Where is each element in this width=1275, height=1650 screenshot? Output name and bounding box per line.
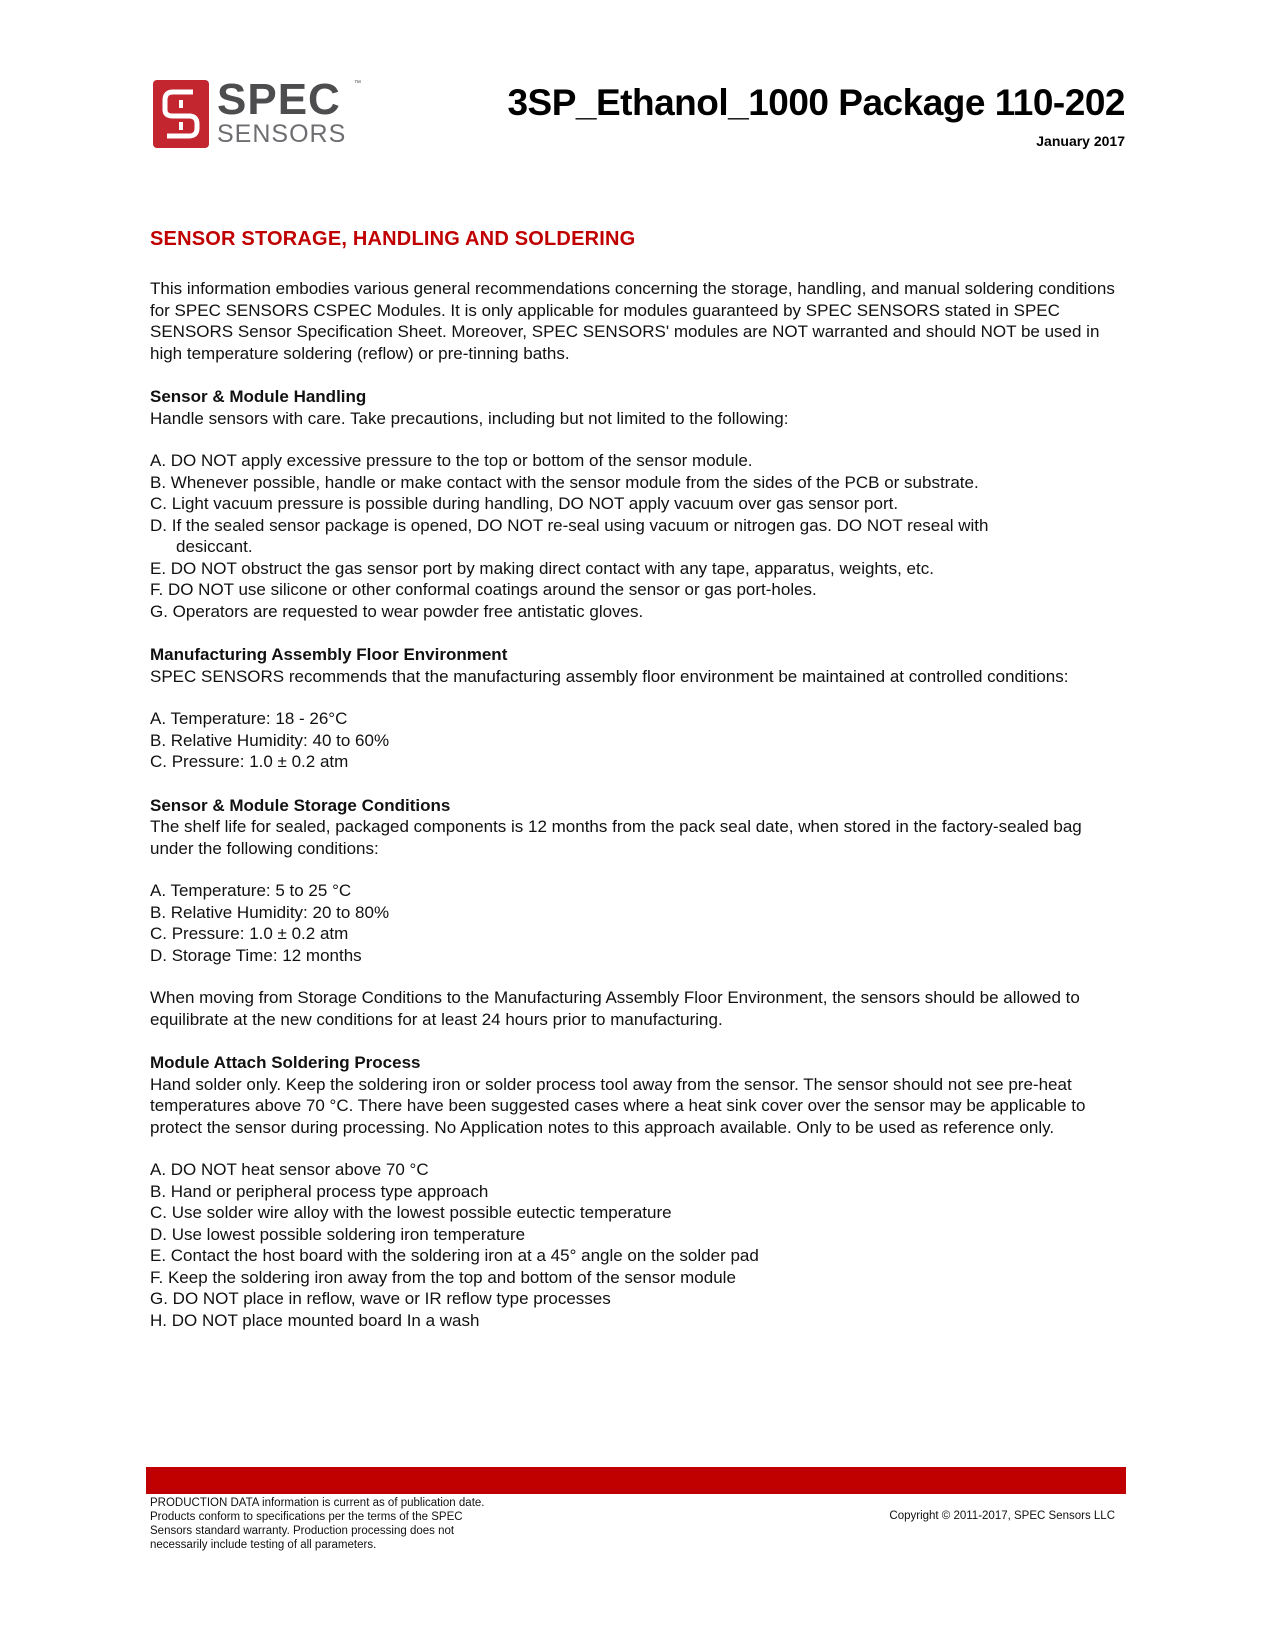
storage-note: When moving from Storage Conditions to the Manufacturing Assembly Floor Environment, the sensors should be allowed to equilibrate at the new conditions for at least 24 hours prior to manufacturing. xyxy=(150,988,1080,1029)
list-item: E. DO NOT obstruct the gas sensor port by making direct contact with any tape, apparatus, weights, etc. xyxy=(150,558,934,578)
production-line: necessarily include testing of all parameters. xyxy=(150,1539,377,1551)
storage-list xyxy=(150,880,1125,966)
document-title: 3SP_Ethanol_1000 Package 110-202 xyxy=(507,82,1125,123)
list-item: C. Use solder wire alloy with the lowest possible eutectic temperature xyxy=(150,1203,672,1222)
intro-paragraph: This information embodies various general recommendations concerning the storage, handling, and manual soldering conditions for SPEC SENSORS CSPEC Modules. It is only applicable for modules guaranteed by SPEC SENSORS stated in SPEC SENSORS Sensor Specification Sheet. Moreover, SPEC SENSORS' modules are NOT warranted and should NOT be used in high temperature soldering (reflow) or pre-tinning baths. xyxy=(150,279,1115,363)
handling-lead: Handle sensors with care. Take precautions, including but not limited to the following: xyxy=(150,408,789,428)
spec-logo-mark-icon xyxy=(153,80,209,148)
list-item: A. Temperature: 18 - 26°C xyxy=(150,709,348,728)
storage-heading: Sensor & Module Storage Conditions xyxy=(150,795,451,815)
list-item: A. Temperature: 5 to 25 °C xyxy=(150,881,352,900)
list-item: A. DO NOT heat sensor above 70 °C xyxy=(150,1160,429,1179)
list-item: G. DO NOT place in reflow, wave or IR reflow type processes xyxy=(150,1289,611,1308)
list-item-continuation: desiccant. xyxy=(176,537,253,556)
soldering-list xyxy=(150,1159,1125,1331)
logo-sensors-text: SENSORS xyxy=(217,120,347,148)
handling-heading: Sensor & Module Handling xyxy=(150,387,367,406)
handling-list xyxy=(150,450,1125,622)
list-item: B. Hand or peripheral process type approach xyxy=(150,1181,489,1201)
soldering-heading: Module Attach Soldering Process xyxy=(150,1053,421,1072)
soldering-lead: Hand solder only. Keep the soldering iron or solder process tool away from the sensor. The sensor should not see pre-heat temperatures above 70 °C. There have been suggested cases where a heat sink cover over the sensor may be applicable to protect the sensor during processing. No Application notes to this approach available. Only to be used as reference only. xyxy=(150,1074,1086,1137)
production-line: Sensors standard warranty. Production processing does not xyxy=(150,1525,455,1537)
list-item: D. If the sealed sensor package is opened, DO NOT re-seal using vacuum or nitrogen gas. DO NOT reseal with xyxy=(150,515,989,535)
list-item: C. Light vacuum pressure is possible during handling, DO NOT apply vacuum over gas sensor port. xyxy=(150,494,899,513)
list-item: F. Keep the soldering iron away from the top and bottom of the sensor module xyxy=(150,1267,736,1287)
list-item: G. Operators are requested to wear powder free antistatic gloves. xyxy=(150,601,644,621)
list-item: A. DO NOT apply excessive pressure to the top or bottom of the sensor module. xyxy=(150,451,753,470)
list-item: E. Contact the host board with the soldering iron at a 45° angle on the solder pad xyxy=(150,1246,759,1265)
logo-trademark: ™ xyxy=(354,80,361,87)
list-item: F. DO NOT use silicone or other conformal coatings around the sensor or gas port-holes. xyxy=(150,580,817,599)
document-body xyxy=(150,278,1125,1331)
production-line: PRODUCTION DATA information is current as of publication date. xyxy=(150,1497,485,1509)
floor-lead: SPEC SENSORS recommends that the manufacturing assembly floor environment be maintained at controlled conditions: xyxy=(150,666,1069,686)
list-item: B. Relative Humidity: 40 to 60% xyxy=(150,730,390,750)
floor-heading: Manufacturing Assembly Floor Environment xyxy=(150,645,508,664)
list-item: D. Use lowest possible soldering iron temperature xyxy=(150,1224,526,1244)
production-data-notice xyxy=(150,1496,530,1552)
logo-spec-text: SPEC xyxy=(217,75,341,124)
list-item: H. DO NOT place mounted board In a wash xyxy=(150,1310,480,1330)
copyright-notice: Copyright © 2011-2017, SPEC Sensors LLC xyxy=(889,1510,1115,1522)
list-item: C. Pressure: 1.0 ± 0.2 atm xyxy=(150,924,349,943)
storage-lead: The shelf life for sealed, packaged components is 12 months from the pack seal date, when stored in the factory-sealed bag under the following conditions: xyxy=(150,817,1082,858)
production-line: Products conform to specifications per the terms of the SPEC xyxy=(150,1511,463,1523)
list-item: C. Pressure: 1.0 ± 0.2 atm xyxy=(150,752,349,771)
section-title: SENSOR STORAGE, HANDLING AND SOLDERING xyxy=(150,228,636,250)
spec-sensors-logo xyxy=(153,75,363,148)
list-item: B. Whenever possible, handle or make contact with the sensor module from the sides of the PCB or substrate. xyxy=(150,472,979,492)
footer-bar xyxy=(146,1467,1126,1494)
list-item: D. Storage Time: 12 months xyxy=(150,945,362,965)
list-item: B. Relative Humidity: 20 to 80% xyxy=(150,902,390,922)
floor-list xyxy=(150,708,1125,773)
document-date: January 2017 xyxy=(1036,133,1125,149)
